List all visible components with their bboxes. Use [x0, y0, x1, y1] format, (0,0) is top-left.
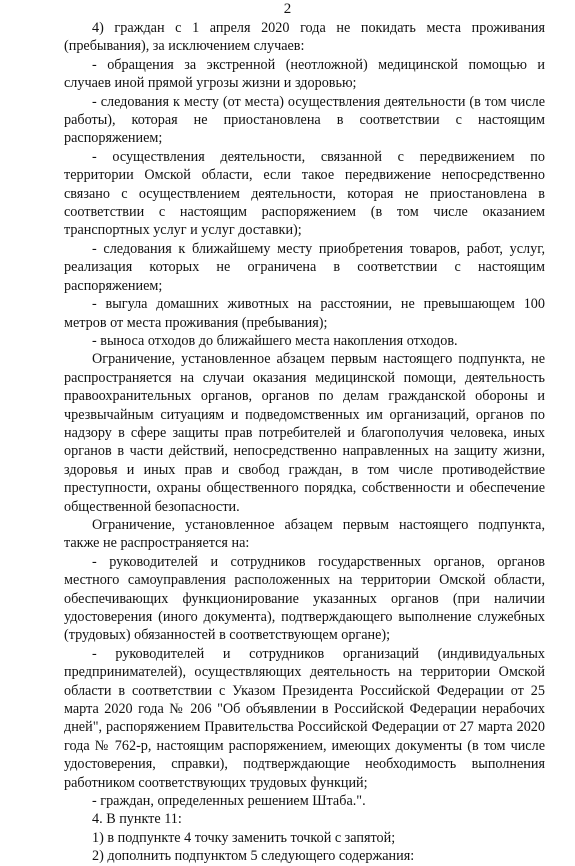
page-number: 2: [283, 1, 292, 17]
list-item-waste-disposal: - выноса отходов до ближайшего места накопления отходов.: [92, 332, 458, 349]
list-item-subitem-4-change: 1) в подпункте 4 точку заменить точкой с запятой;: [92, 829, 396, 846]
list-item-add-subitem-5: 2) дополнить подпунктом 5 следующего содержания:: [92, 848, 415, 865]
document-body: [64, 19, 545, 866]
paragraph-subitem-4: 4) граждан с 1 апреля 2020 года не покидать места проживания (пребывания), за исключением случаев:: [64, 20, 545, 55]
list-item-nearest-shop: - следования к ближайшему месту приобретения товаров, работ, услуг, реализация которых не ограничена в соответствии с настоящим распоряжением;: [64, 240, 545, 294]
list-item-emergency-medical-help: - обращения за экстренной (неотложной) медицинской помощью и случаев иной прямой угрозы жизни и здоровью;: [64, 56, 545, 92]
list-item-state-employees: - руководителей и сотрудников государственных органов, органов местного самоуправления расположенных на территории Омской области, обеспечивающих функционирование указанных органов (при наличии удостоверения (иного документа), подтверждающего выполнение служебных (трудовых) обязанностей в соответствующем органе);: [64, 553, 545, 644]
paragraph-restriction-exceptions: Ограничение, установленное абзацем первым настоящего подпункта, не распространяется на случаи оказания медицинской помощи, деятельность правоохранительных органов, органов по делам гражданской обороны и чрезвычайным ситуациям и подведомственных им организаций, органов по надзору в сфере защиты прав потребителей и благополучия человека, иных органов в части действий, непосредственно направленных на защиту жизни, здоровья и иных прав и свобод граждан, в том числе противодействие преступности, охраны общественного порядка, собственности и обеспечение общественной безопасности.: [64, 351, 545, 515]
list-item-headquarters-decision: - граждан, определенных решением Штаба.".: [92, 793, 366, 810]
paragraph-item-11: 4. В пункте 11:: [92, 811, 182, 828]
list-item-pet-walking: - выгула домашних животных на расстоянии, не превышающем 100 метров от места проживания (пребывания);: [64, 296, 545, 331]
paragraph-restriction-also-not-apply: Ограничение, установленное абзацем первым настоящего подпункта, также не распространяется на:: [64, 516, 545, 552]
list-item-organization-employees: - руководителей и сотрудников организаций (индивидуальных предпринимателей), осуществляющих деятельность на территории Омской области в соответствии с Указом Президента Российской Федерации от 25 марта 2020 года № 206 "Об объявлении в Российской Федерации нерабочих дней", распоряжением Правительства Российской Федерации от 27 марта 2020 года № 762-р, настоящим распоряжением, имеющих документы (в том числе удостоверения, справки), подтверждающие необходимость выполнения работником соответствующих трудовых функций;: [64, 645, 545, 791]
list-item-travel-to-work: - следования к месту (от места) осуществления деятельности (в том числе работы), которая не приостановлена в соответствии с настоящим распоряжением;: [64, 93, 545, 147]
list-item-work-related-travel: - осуществления деятельности, связанной с передвижением по территории Омской области, если такое передвижение непосредственно связано с осуществлением деятельности, которая не приостановлена в соответствии с настоящим распоряжением (в том числе оказанием транспортных услуг и услуг доставки);: [64, 148, 545, 239]
